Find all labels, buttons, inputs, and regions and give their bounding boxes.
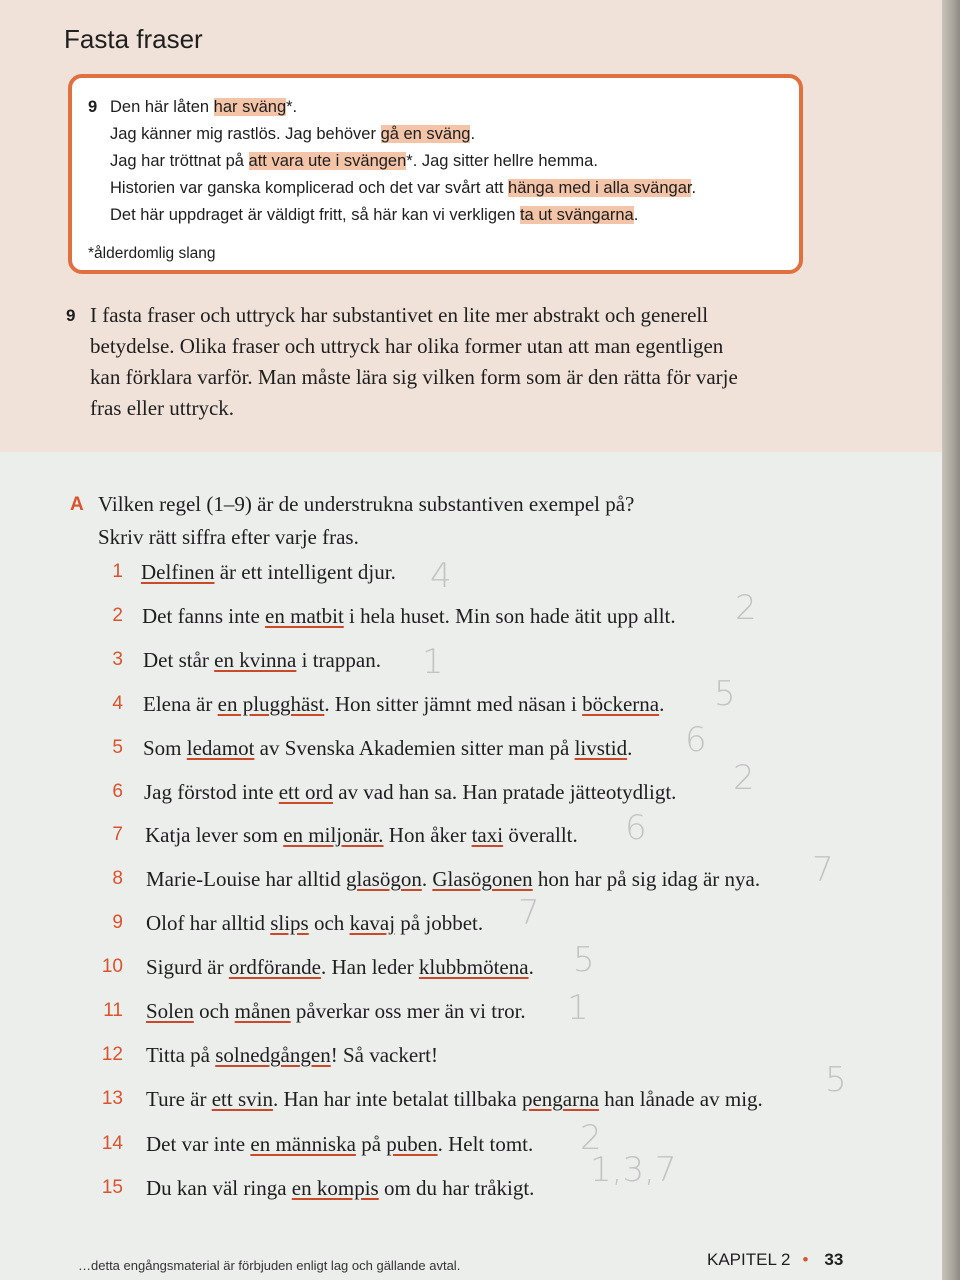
underlined-noun: livstid: [574, 736, 628, 760]
sentence-text: Det står: [143, 648, 215, 672]
rule-box-footnote: *ålderdomlig slang: [88, 245, 216, 262]
sentence-text: . Helt tomt.: [437, 1132, 534, 1156]
sentence-text: hon har på sig idag är nya.: [532, 867, 761, 891]
rule-box-text: Jag har tröttnat på: [110, 152, 249, 170]
rule-box-line: [110, 202, 696, 229]
rule-box-text: *. Jag sitter hellre hemma.: [406, 152, 598, 170]
handwritten-answer: 6: [625, 808, 647, 848]
task-a: [70, 488, 634, 554]
item-sentence: [146, 1087, 763, 1112]
item-number: 7: [112, 824, 123, 845]
handwritten-answer: 6: [685, 720, 707, 760]
rule-box-lines: [110, 94, 696, 229]
exercise-item: [0, 955, 942, 995]
handwritten-answer: 4: [430, 556, 452, 596]
item-sentence: [143, 736, 632, 761]
rule-box-text: Den här låten: [110, 98, 214, 116]
handwritten-answer: 5: [825, 1060, 847, 1100]
exercise-item: [0, 1132, 942, 1172]
handwritten-answer: 7: [812, 850, 834, 890]
rule-box-line: [110, 148, 696, 175]
item-number: 12: [101, 1044, 123, 1065]
page-edge: [942, 0, 960, 1280]
item-number: 15: [101, 1177, 123, 1198]
task-instruction-line-1: Vilken regel (1–9) är de understrukna substantiven exempel på?: [98, 492, 635, 516]
handwritten-answer: 1: [422, 642, 444, 682]
underlined-noun: en kvinna: [214, 648, 297, 672]
item-sentence: [141, 560, 396, 585]
underlined-noun: Glasögonen: [432, 867, 533, 891]
exercise-item: [0, 1176, 942, 1216]
sentence-text: är ett intelligent djur.: [214, 560, 396, 584]
underlined-noun: en matbit: [265, 604, 344, 628]
sentence-text: Olof har alltid: [146, 911, 271, 935]
section-title: Fasta fraser: [64, 24, 203, 54]
item-number: 8: [112, 868, 123, 889]
sentence-text: påverkar oss mer än vi tror.: [290, 999, 526, 1023]
item-sentence: [146, 1132, 533, 1157]
exercise-item: [0, 999, 942, 1039]
sentence-text: . Han har inte betalat tillbaka: [272, 1087, 522, 1111]
underlined-noun: böckerna: [582, 692, 660, 716]
item-number: 9: [112, 912, 123, 933]
sentence-text: . Hon sitter jämnt med näsan i: [324, 692, 583, 716]
rule-box-text: Historien var ganska komplicerad och det var svårt att: [110, 179, 509, 197]
rule-9-number: 9: [66, 306, 76, 325]
highlighted-phrase: att vara ute i svängen: [248, 152, 407, 170]
underlined-noun: puben: [386, 1132, 438, 1156]
chapter-label: KAPITEL 2: [707, 1250, 791, 1269]
sentence-text: Det fanns inte: [142, 604, 266, 628]
sentence-text: Hon åker: [383, 823, 472, 847]
item-number: 14: [101, 1133, 123, 1154]
highlighted-phrase: har sväng: [213, 98, 287, 116]
underlined-noun: taxi: [471, 823, 504, 847]
sentence-text: Det var inte: [146, 1132, 251, 1156]
item-sentence: [146, 1176, 534, 1201]
item-number: 13: [101, 1088, 123, 1109]
item-number: 6: [112, 781, 123, 802]
sentence-text: Katja lever som: [145, 823, 284, 847]
handwritten-answer: 2: [580, 1118, 602, 1158]
item-number: 10: [101, 956, 123, 977]
sentence-text: och: [308, 911, 350, 935]
sentence-text: på jobbet.: [395, 911, 484, 935]
sentence-text: han lånade av mig.: [598, 1087, 763, 1111]
rule-box-text: *.: [286, 98, 298, 116]
handwritten-answer: 5: [714, 674, 736, 714]
sentence-text: av vad han sa. Han pratade jätteotydligt.: [332, 780, 677, 804]
footer-dot-icon: •: [802, 1250, 809, 1269]
highlighted-phrase: hänga med i alla svängar: [508, 179, 692, 197]
sentence-text: i hela huset. Min son hade ätit upp allt.: [343, 604, 676, 628]
item-sentence: [146, 867, 760, 892]
underlined-noun: klubbmötena: [418, 955, 529, 979]
underlined-noun: ett svin: [211, 1087, 273, 1111]
rule-box-text: Jag känner mig rastlös. Jag behöver: [110, 125, 381, 143]
item-number: 5: [112, 737, 123, 758]
handwritten-answer: 1,3,7: [590, 1150, 677, 1190]
handwritten-answer: 1: [567, 988, 589, 1028]
sentence-text: och: [193, 999, 235, 1023]
item-sentence: [145, 823, 578, 848]
item-number: 11: [103, 1000, 123, 1021]
highlighted-phrase: gå en sväng: [380, 125, 471, 143]
exercise-item: [0, 604, 942, 644]
sentence-text: Jag förstod inte: [144, 780, 279, 804]
sentence-text: . Han leder: [320, 955, 419, 979]
rule-box-text: .: [470, 125, 476, 143]
item-number: 4: [112, 693, 123, 714]
underlined-noun: Solen: [146, 999, 194, 1023]
sentence-text: Titta på: [146, 1043, 216, 1067]
sentence-text: .: [528, 955, 534, 979]
item-sentence: [146, 999, 526, 1024]
underlined-noun: pengarna: [521, 1087, 599, 1111]
sentence-text: Ture är: [146, 1087, 212, 1111]
exercise-item: [0, 911, 942, 951]
exercise-item: [0, 1043, 942, 1083]
underlined-noun: ordförande: [228, 955, 321, 979]
rule-box-text: .: [691, 179, 697, 197]
exercise-item: [0, 692, 942, 732]
exercise-item: [0, 867, 942, 907]
rule-box-number: 9: [88, 98, 98, 116]
sentence-text: .: [627, 736, 633, 760]
underlined-noun: Delfinen: [141, 560, 215, 584]
item-number: 1: [112, 561, 123, 582]
underlined-noun: en kompis: [291, 1176, 379, 1200]
item-sentence: [146, 955, 534, 980]
item-number: 2: [112, 605, 123, 626]
item-sentence: [143, 648, 381, 673]
copyright-notice: …detta engångsmaterial är förbjuden enligt lag och gällande avtal.: [78, 1258, 461, 1273]
item-sentence: [146, 911, 483, 936]
handwritten-answer: 2: [733, 758, 755, 798]
handwritten-answer: 2: [735, 588, 757, 628]
sentence-text: av Svenska Akademien sitter man på: [254, 736, 575, 760]
exercise-item: [0, 560, 942, 600]
sentence-text: i trappan.: [296, 648, 381, 672]
task-letter: A: [70, 494, 84, 515]
rule-example-box: [68, 74, 803, 274]
underlined-noun: ett ord: [278, 780, 333, 804]
underlined-noun: ledamot: [186, 736, 255, 760]
sentence-text: .: [421, 867, 433, 891]
highlighted-phrase: ta ut svängarna: [519, 206, 634, 224]
sentence-text: Marie-Louise har alltid: [146, 867, 347, 891]
exercise-item: [0, 648, 942, 688]
item-sentence: [142, 604, 676, 629]
page-footer: [707, 1250, 843, 1270]
task-instruction-line-2: Skriv rätt siffra efter varje fras.: [98, 525, 359, 549]
item-sentence: [146, 1043, 438, 1068]
page-number: 33: [824, 1250, 844, 1269]
underlined-noun: månen: [234, 999, 291, 1023]
sentence-text: på: [355, 1132, 387, 1156]
sentence-text: Du kan väl ringa: [146, 1176, 292, 1200]
sentence-text: ! Så vackert!: [330, 1043, 438, 1067]
rule-box-line: [110, 121, 696, 148]
item-sentence: [143, 692, 664, 717]
rule-box-text: .: [633, 206, 639, 224]
sentence-text: .: [659, 692, 665, 716]
handwritten-answer: 7: [518, 893, 540, 933]
item-number: 3: [112, 649, 123, 670]
sentence-text: Elena är: [143, 692, 218, 716]
underlined-noun: solnedgången: [215, 1043, 331, 1067]
item-sentence: [144, 780, 676, 805]
sentence-text: överallt.: [503, 823, 578, 847]
sentence-text: Sigurd är: [146, 955, 229, 979]
exercise-item: [0, 780, 942, 820]
underlined-noun: en plugghäst: [217, 692, 325, 716]
rule-box-line: [110, 94, 696, 121]
sentence-text: Som: [143, 736, 187, 760]
rule-9-paragraph: [66, 300, 746, 424]
rule-box-text: Det här uppdraget är väldigt fritt, så här kan vi verkligen: [110, 206, 520, 224]
sentence-text: om du har tråkigt.: [378, 1176, 535, 1200]
underlined-noun: en miljonär.: [283, 823, 384, 847]
rule-box-line: [110, 175, 696, 202]
exercise-item: [0, 823, 942, 863]
exercise-item: [0, 1087, 942, 1127]
underlined-noun: glasögon: [346, 867, 422, 891]
underlined-noun: en människa: [250, 1132, 356, 1156]
exercise-item: [0, 736, 942, 776]
underlined-noun: kavaj: [349, 911, 396, 935]
handwritten-answer: 5: [573, 940, 595, 980]
rule-9-text: I fasta fraser och uttryck har substantivet en lite mer abstrakt och generell betydelse. Olika fraser och uttryck har olika former utan att man egentligen kan förklara varför. Man måste lära sig vilken form som är den rätta för varje fras eller uttryck.: [90, 303, 738, 420]
underlined-noun: slips: [270, 911, 309, 935]
